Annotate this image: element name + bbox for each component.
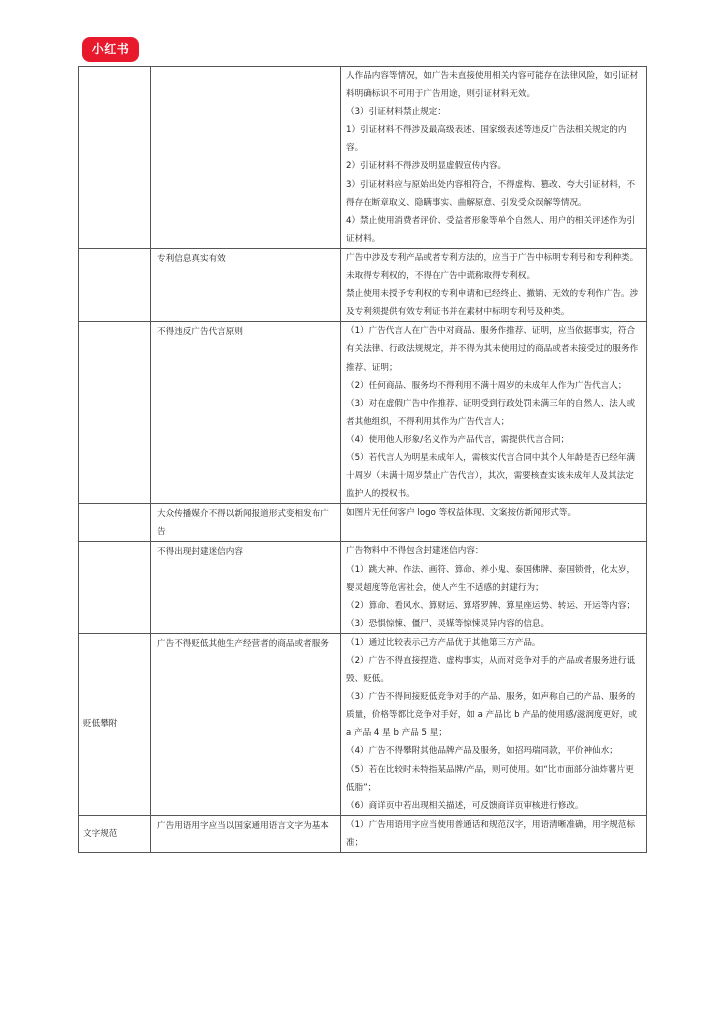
content-line: 未取得专利权的，不得在广告中谎称取得专利权。 xyxy=(346,271,536,282)
ad-review-rules-table xyxy=(78,66,647,853)
table-row xyxy=(79,322,647,504)
content-line: （1）广告用语用字应当使用普通话和规范汉字，用语清晰准确，用字规范标准； xyxy=(346,819,636,848)
content-line: （6）商详页中若出现相关描述，可反馈商详页审核进行修改。 xyxy=(346,800,584,811)
content-line: （2）任何商品、服务均不得利用不满十周岁的未成年人作为广告代言人； xyxy=(346,380,627,391)
category-cell xyxy=(79,248,151,321)
content-line: （1）跳大神、作法、画符、算命、养小鬼、泰国佛牌、泰国锁骨，化太岁，婴灵超度等危害社会，使人产生不适感的封建行为； xyxy=(346,564,636,593)
content-cell xyxy=(341,67,647,249)
content-line: （3）对在虚假广告中作推荐、证明受到行政处罚未满三年的自然人、法人或者其他组织，不得利用其作为广告代言人； xyxy=(346,398,636,427)
content-cell xyxy=(341,322,647,504)
content-cell xyxy=(341,248,647,321)
content-line: （2）算命、看风水、算财运、算塔罗牌、算星座运势、转运、开运等内容； xyxy=(346,600,636,611)
content-line: 4）禁止使用消费者评价、受益者形象等单个自然人、用户的相关评述作为引证材料。 xyxy=(346,215,636,244)
content-line: （4）广告不得攀附其他品牌产品及服务，如招玛瑞同款，平价神仙水； xyxy=(346,746,618,757)
table-row xyxy=(79,542,647,633)
content-line: （1）广告代言人在广告中对商品、服务作推荐、证明，应当依据事实，符合有关法律、行政法规规定，并不得为其未使用过的商品或者未接受过的服务作推荐、证明； xyxy=(346,326,639,373)
table-row xyxy=(79,815,647,852)
content-line: （3）广告不得间接贬低竞争对手的产品、服务，如声称自己的产品、服务的质量，价格等都比竞争对手好，如 a 产品比 b 产品的使用感/滋润度更好，或 a 产品 4 星 b 产品 5 星； xyxy=(346,692,637,739)
item-cell: 不得出现封建迷信内容 xyxy=(151,542,341,633)
content-line: （1）通过比较表示己方产品优于其他第三方产品。 xyxy=(346,637,541,648)
content-line: （2）广告不得直接捏造、虚构事实，从而对竞争对手的产品或者服务进行诋毁、贬低。 xyxy=(346,656,636,685)
content-line: 广告物料中不得包含封建迷信内容： xyxy=(346,546,484,557)
content-line: 如图片无任何客户 logo 等权益体现、文案按仿新闻形式等。 xyxy=(346,508,577,519)
item-cell: 广告不得贬低其他生产经营者的商品或者服务 xyxy=(151,633,341,815)
content-line: （3）引证材料禁止规定： xyxy=(346,107,446,118)
content-line: 1）引证材料不得涉及最高级表述、国家级表述等违反广告法相关规定的内容。 xyxy=(346,125,627,154)
item-cell: 广告用语用字应当以国家通用语言文字为基本 xyxy=(151,815,341,852)
category-cell: 贬低攀附 xyxy=(79,633,151,815)
item-cell: 大众传播媒介不得以新闻报道形式变相发布广告 xyxy=(151,504,341,542)
category-cell xyxy=(79,67,151,249)
content-line: （5）若在比较时未特指某品牌/产品，则可使用。如“比市面部分油炸薯片更低脂”； xyxy=(346,764,634,793)
content-line: （3）恐惧惊悚、僵尸、灵媒等惊悚灵异内容的信息。 xyxy=(346,618,550,629)
item-cell: 专利信息真实有效 xyxy=(151,248,341,321)
content-cell xyxy=(341,542,647,633)
category-cell: 文字规范 xyxy=(79,815,151,852)
content-cell xyxy=(341,633,647,815)
content-line: 2）引证材料不得涉及明显虚假宣传内容。 xyxy=(346,161,507,172)
content-line: （5）若代言人为明星未成年人，需核实代言合同中其个人年龄是否已经年满十周岁（未满十周岁禁止广告代言），其次，需要核查实该未成年人及其法定监护人的授权书。 xyxy=(346,452,636,500)
content-line: 禁止使用未授予专利权的专利申请和已经终止、撤销、无效的专利作广告。涉及专利须提供有效专利证书并在素材中标明专利号及种类。 xyxy=(346,289,639,318)
content-cell xyxy=(341,504,647,542)
item-cell xyxy=(151,67,341,249)
category-cell xyxy=(79,504,151,542)
category-cell xyxy=(79,542,151,633)
content-line: 广告中涉及专利产品或者专利方法的，应当于广告中标明专利号和专利种类。 xyxy=(346,252,639,263)
category-cell xyxy=(79,322,151,504)
content-line: 人作品内容等情况，如广告未直接使用相关内容可能存在法律风险，如引证材料明确标识不可用于广告用途，则引证材料无效。 xyxy=(346,71,639,100)
content-cell xyxy=(341,815,647,852)
table-row xyxy=(79,633,647,815)
content-line: （4）使用他人形象/名义作为产品代言，需提供代言合同； xyxy=(346,434,570,445)
xiaohongshu-logo: 小红书 xyxy=(82,37,139,62)
table-row xyxy=(79,67,647,249)
table-row xyxy=(79,248,647,321)
content-line: 3）引证材料应与原始出处内容相符合，不得虚构、篡改、夸大引证材料，不得存在断章取义、隐瞒事实、曲解原意、引发受众误解等情况。 xyxy=(346,179,636,208)
table-row xyxy=(79,504,647,542)
item-cell: 不得违反广告代言原则 xyxy=(151,322,341,504)
